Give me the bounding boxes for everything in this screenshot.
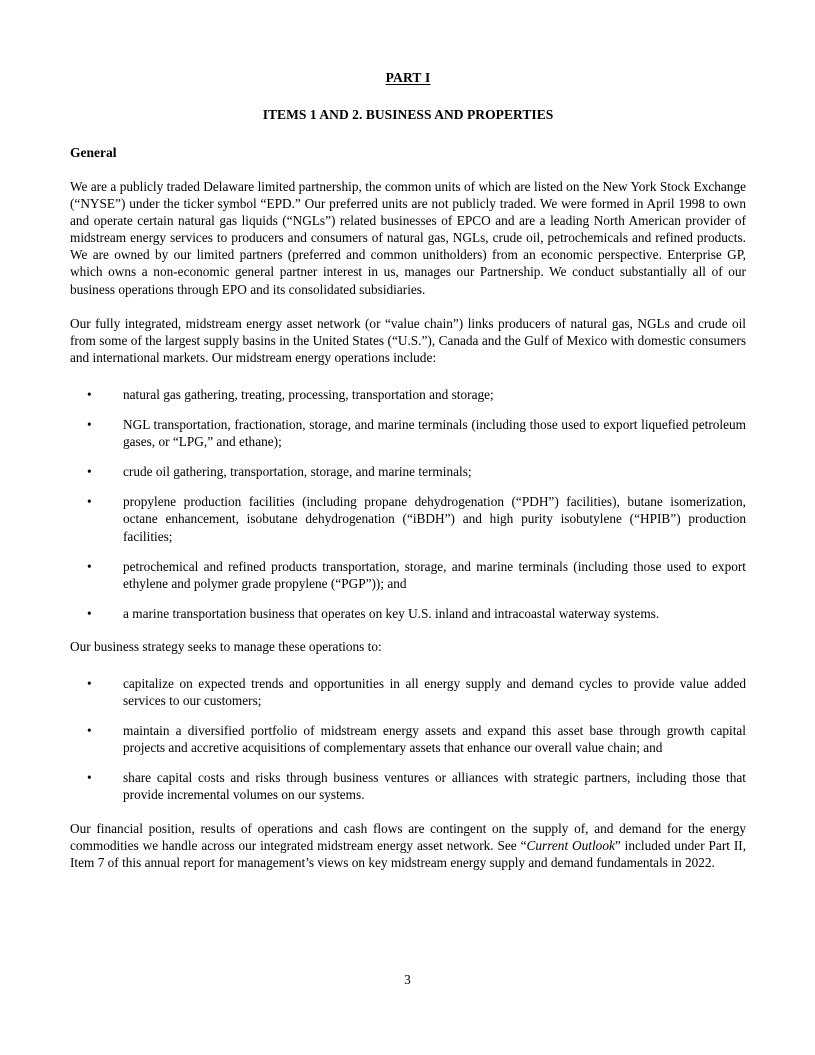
bullet-icon: •	[87, 386, 92, 402]
list-item	[87, 662, 746, 709]
closing-italic-reference: Current Outlook	[526, 837, 615, 853]
list-item-text: a marine transportation business that operates on key U.S. inland and intracoastal waterway systems.	[123, 605, 660, 621]
list-item	[87, 545, 746, 592]
paragraph-value-chain: Our fully integrated, midstream energy asset network (or “value chain”) links producers of natural gas, NGLs and crude oil from some of the largest supply basins in the United States (“U.S.”), Canada and the Gulf of Mexico with domestic consumers and international markets. Our midstream energy operations include:	[70, 315, 746, 365]
paragraph-intro: We are a publicly traded Delaware limited partnership, the common units of which are listed on the New York Stock Exchange (“NYSE”) under the ticker symbol “EPD.” Our preferred units are not publicly traded. We were formed in April 1998 to own and operate certain natural gas liquids (“NGLs”) related businesses of EPCO and are a leading North American provider of midstream energy services to producers and consumers of natural gas, NGLs, crude oil, petrochemicals and refined products. We are owned by our limited partners (preferred and common unitholders) from an economic perspective. Enterprise GP, which owns a non-economic general partner interest in us, manages our Partnership. We conduct substantially all of our business operations through EPO and its consolidated subsidiaries.	[70, 179, 746, 297]
part-heading	[70, 0, 746, 86]
list-item	[87, 373, 746, 403]
closing-text-before: Our financial position, results of operations and cash flows are contingent on the supply of, and demand for the energy commodities we handle across our integrated midstream energy asset network. See “	[70, 820, 746, 853]
strategy-bullet-list	[70, 655, 746, 804]
list-item	[87, 480, 746, 544]
bullet-icon: •	[87, 558, 92, 574]
paragraph-closing	[70, 804, 746, 871]
list-item-text: maintain a diversified portfolio of midstream energy assets and expand this asset base through growth capital projects and accretive acquisitions of complementary assets that enhance our overall value chain; and	[123, 723, 746, 756]
list-item-text: capitalize on expected trends and opportunities in all energy supply and demand cycles to provide value added services to our customers;	[123, 675, 746, 709]
list-item	[87, 403, 746, 450]
list-item-text: petrochemical and refined products transportation, storage, and marine terminals (including those used to export ethylene and polymer grade propylene (“PGP”)); and	[123, 558, 746, 591]
bullet-icon: •	[87, 494, 92, 510]
items-heading: ITEMS 1 AND 2. BUSINESS AND PROPERTIES	[262, 107, 554, 122]
list-item	[87, 450, 746, 480]
list-item-text: crude oil gathering, transportation, storage, and marine terminals;	[123, 464, 472, 480]
bullet-icon: •	[87, 770, 92, 786]
bullet-icon: •	[87, 417, 92, 433]
list-item-text: natural gas gathering, treating, processing, transportation and storage;	[123, 386, 494, 402]
document-content	[70, 0, 746, 871]
operations-bullet-list	[70, 366, 746, 622]
list-item	[87, 592, 746, 622]
section-heading-general: General	[70, 145, 117, 160]
bullet-icon: •	[87, 464, 92, 480]
part-heading-text: PART I	[385, 70, 431, 85]
page-number: 3	[404, 972, 411, 987]
bullet-icon: •	[87, 675, 92, 691]
bullet-icon: •	[87, 605, 92, 621]
paragraph-strategy-lead: Our business strategy seeks to manage these operations to:	[70, 638, 382, 654]
bullet-icon: •	[87, 723, 92, 739]
list-item	[87, 709, 746, 756]
list-item-text: NGL transportation, fractionation, storage, and marine terminals (including those used to export liquefied petroleum gases, or “LPG,” and ethane);	[123, 417, 746, 450]
list-item	[87, 756, 746, 803]
list-item-text: share capital costs and risks through business ventures or alliances with strategic partners, including those that provide incremental volumes on our systems.	[123, 770, 746, 803]
closing-text-after: ” included under Part II, Item 7 of this annual report for management’s views on key midstream energy supply and demand fundamentals in 2022.	[70, 837, 747, 870]
list-item-text: propylene production facilities (including propane dehydrogenation (“PDH”) facilities), butane isomerization, octane enhancement, isobutane dehydrogenation (“iBDH”) and high purity isobutylene (“HPIB”) production facilities;	[123, 494, 746, 544]
